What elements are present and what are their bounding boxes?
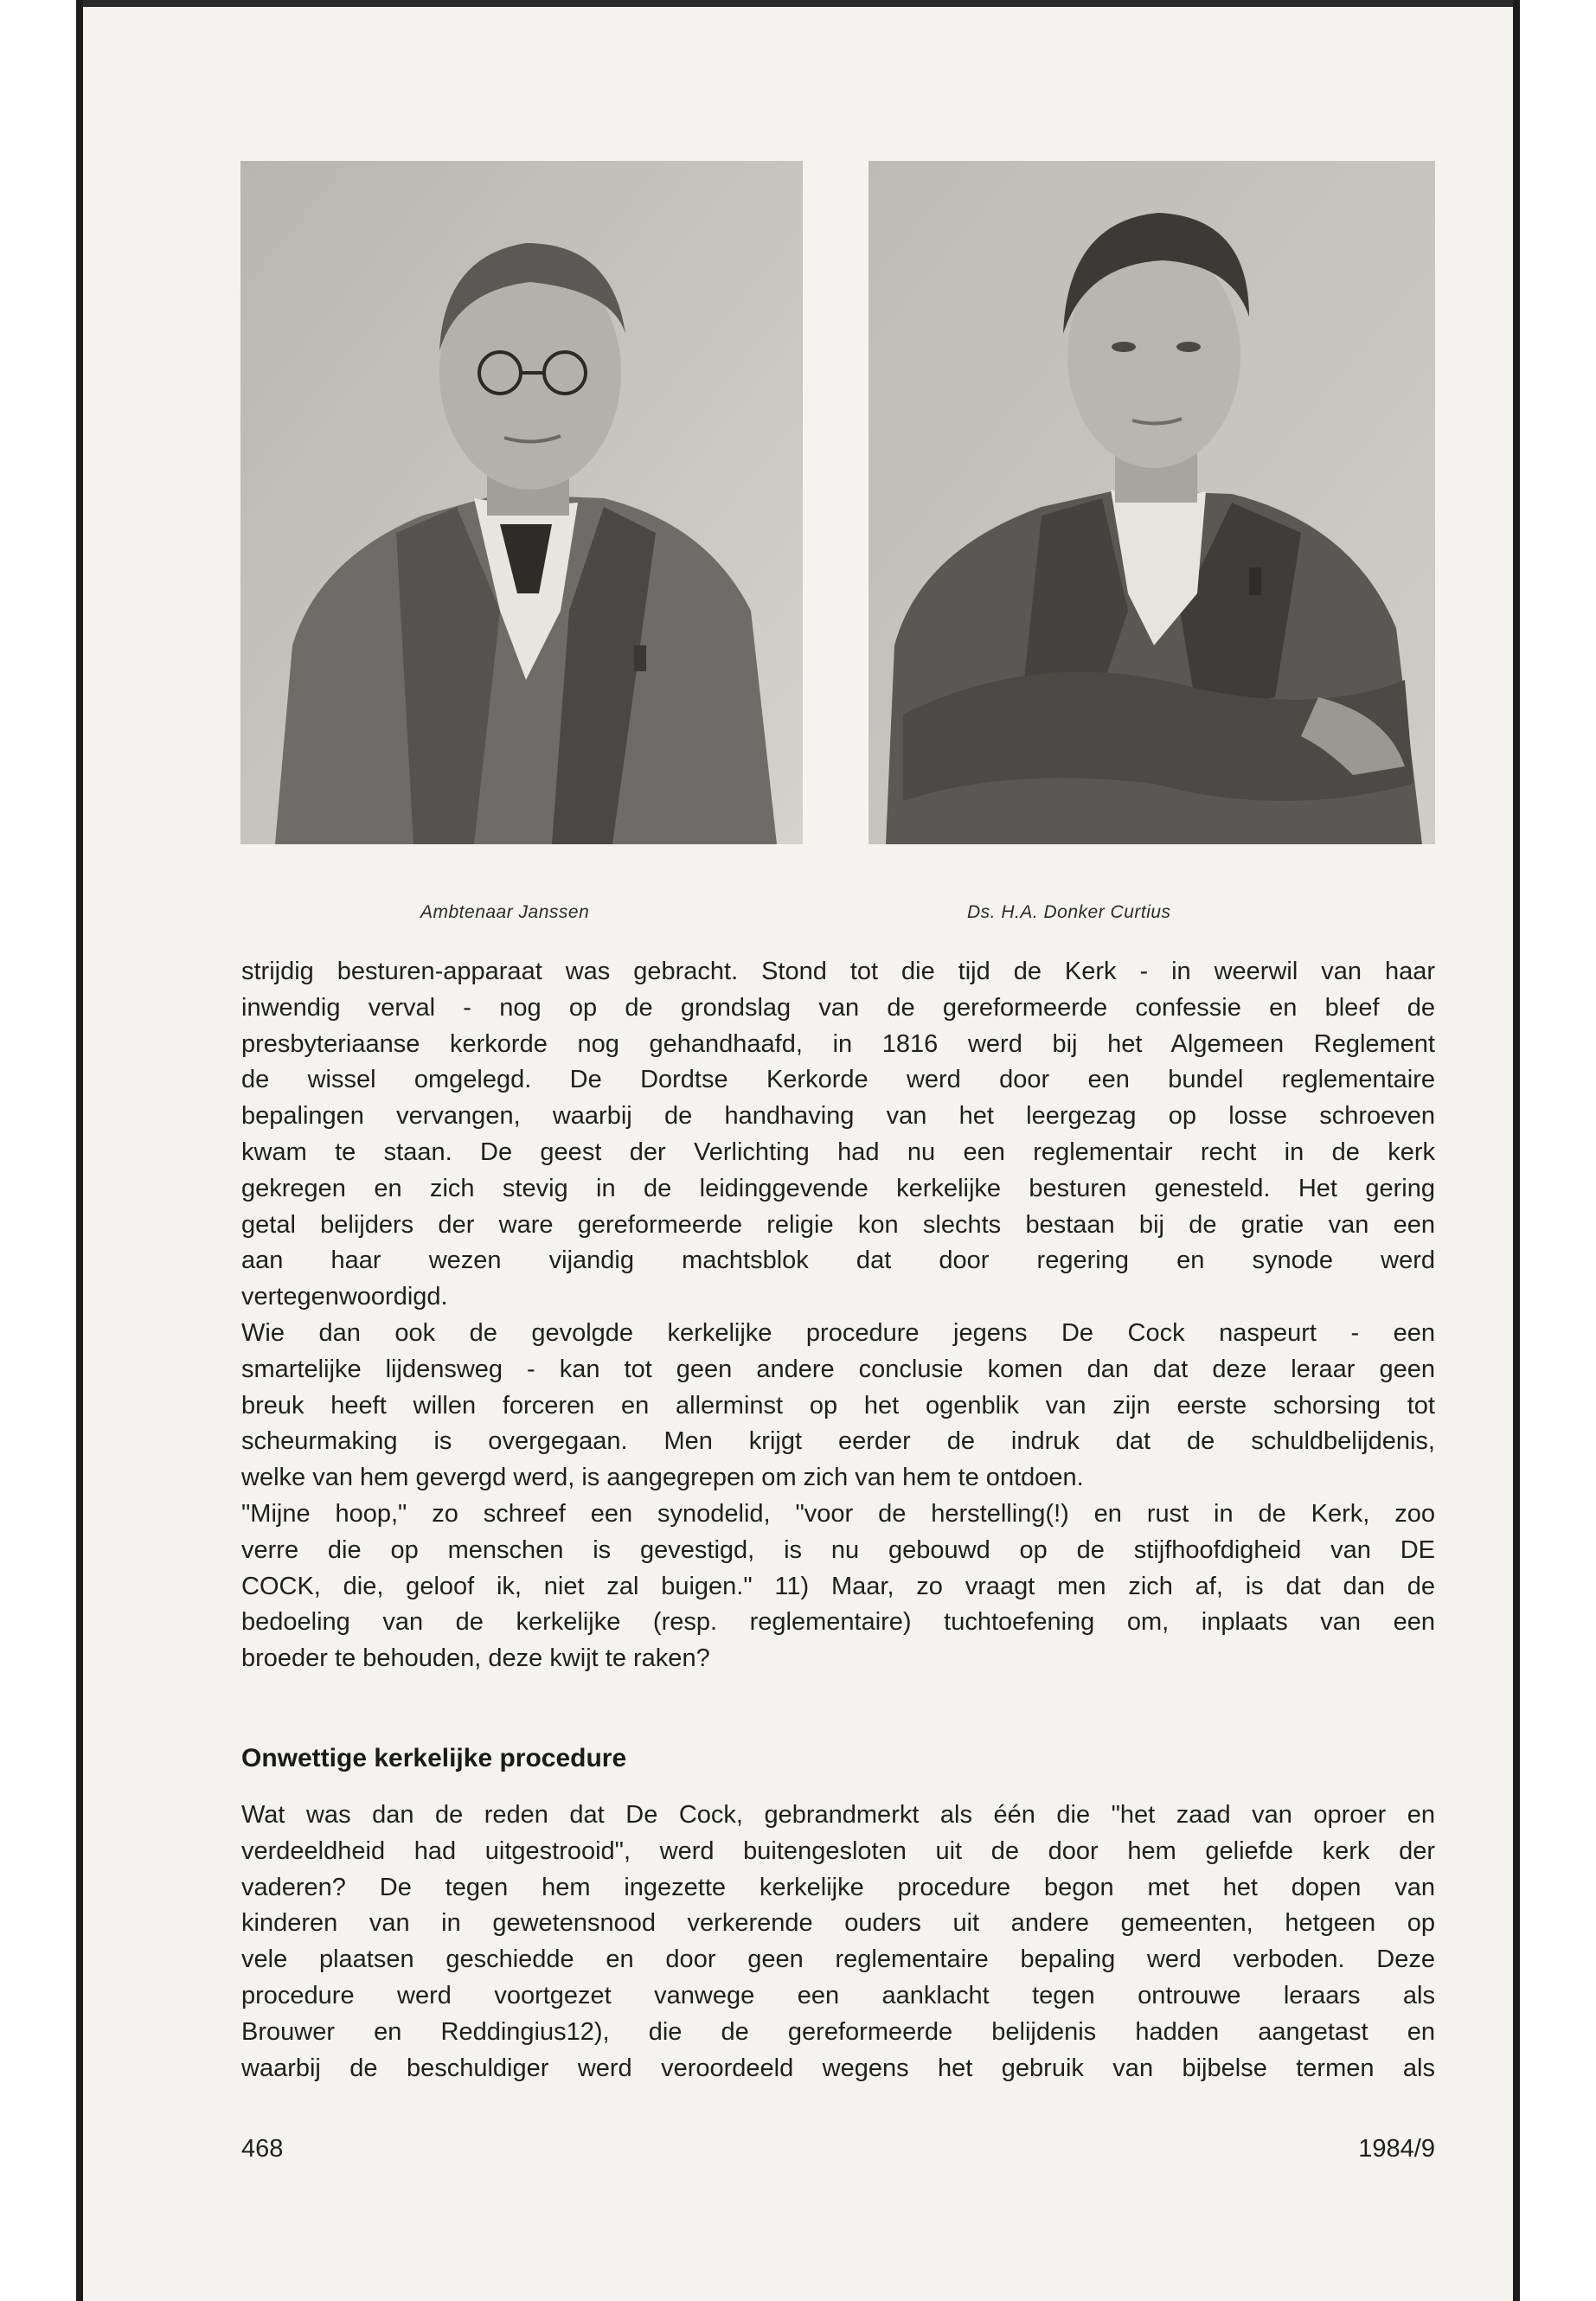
text-line: verre die op menschen is gevestigd, is nu gebouwd op de stijfhoofdigheid van DE xyxy=(241,1535,1435,1564)
text-line: kwam te staan. De geest der Verlichting had nu een reglementair recht in de kerk xyxy=(241,1138,1435,1166)
text-line: de wissel omgelegd. De Dordtse Kerkorde werd door een bundel reglementaire xyxy=(241,1066,1435,1094)
portrait-donker-curtius-image xyxy=(869,161,1435,844)
text-line: presbyteriaanse kerkorde nog gehandhaafd, in 1816 werd bij het Algemeen Reglement xyxy=(241,1029,1435,1058)
body-text-block xyxy=(241,954,1435,1677)
caption-janssen: Ambtenaar Janssen xyxy=(420,902,590,922)
text-line: procedure werd voortgezet vanwege een aanklacht tegen ontrouwe leraars als xyxy=(241,1981,1435,2009)
text-line: gekregen en zich stevig in de leidinggevende kerkelijke besturen genesteld. Het gering xyxy=(241,1174,1435,1202)
text-line: vertegenwoordigd. xyxy=(241,1283,448,1311)
text-line: strijdig besturen-apparaat was gebracht. Stond tot die tijd de Kerk - in weerwil van haar xyxy=(241,958,1435,985)
issue-number: 1984/9 xyxy=(1358,2135,1435,2163)
text-line: scheurmaking is overgegaan. Men krijgt eerder de indruk dat de schuldbelijdenis, xyxy=(241,1427,1435,1456)
section-heading: Onwettige kerkelijke procedure xyxy=(241,1744,627,1772)
text-line: verdeeldheid had uitgestrooid", werd buitengesloten uit de door hem geliefde kerk der xyxy=(241,1836,1435,1865)
text-line: inwendig verval - nog op de grondslag van de gereformeerde confessie en bleef de xyxy=(241,993,1435,1022)
portrait-donker-curtius xyxy=(869,161,1435,844)
text-line: breuk heeft willen forceren en allerminst op het ogenblik van zijn eerste schorsing tot xyxy=(241,1391,1435,1420)
text-line: Wie dan ook de gevolgde kerkelijke procedure jegens De Cock naspeurt - een xyxy=(241,1318,1435,1347)
scan-left-edge-line xyxy=(76,0,83,2301)
text-line: "Mijne hoop," zo schreef een synodelid, "voor de herstelling(!) en rust in de Kerk, zoo xyxy=(241,1499,1435,1528)
text-line: vele plaatsen geschiedde en door geen reglementaire bepaling werd verboden. Deze xyxy=(241,1945,1435,1974)
text-line: bepalingen vervangen, waarbij de handhaving van het leergezag op losse schroeven xyxy=(241,1102,1435,1131)
page-number: 468 xyxy=(241,2135,284,2163)
text-line: broeder te behouden, deze kwijt te raken? xyxy=(241,1644,710,1673)
portrait-janssen xyxy=(240,161,803,844)
text-line: welke van hem gevergd werd, is aangegrepen om zich van hem te ontdoen. xyxy=(241,1464,1084,1492)
text-line: kinderen van in gewetensnood verkerende ouders uit andere gemeenten, hetgeen op xyxy=(241,1909,1435,1938)
portrait-janssen-image xyxy=(240,161,803,844)
magazine-page xyxy=(83,7,1513,2301)
scan-left-margin xyxy=(0,0,83,2301)
caption-donker-curtius: Ds. H.A. Donker Curtius xyxy=(967,902,1171,922)
scan-top-edge-line xyxy=(83,0,1513,7)
text-line: vaderen? De tegen hem ingezette kerkelijke procedure begon met het dopen van xyxy=(241,1873,1435,1901)
text-line: getal belijders der ware gereformeerde religie kon slechts bestaan bij de gratie van een xyxy=(241,1210,1435,1239)
text-line: Brouwer en Reddingius12), die de gereformeerde belijdenis hadden aangetast en xyxy=(241,2017,1435,2046)
scan-right-edge-line xyxy=(1513,0,1520,2301)
text-line: Wat was dan de reden dat De Cock, gebrandmerkt als één die "het zaad van oproer en xyxy=(241,1801,1435,1829)
text-line: bedoeling van de kerkelijke (resp. reglementaire) tuchtoefening om, inplaats van een xyxy=(241,1608,1435,1637)
text-line: COCK, die, geloof ik, niet zal buigen." 11) Maar, zo vraagt men zich af, is dat dan de xyxy=(241,1572,1435,1600)
body-text-block-2 xyxy=(241,1798,1435,2086)
text-line: waarbij de beschuldiger werd veroordeeld wegens het gebruik van bijbelse termen als xyxy=(241,2054,1435,2082)
text-line: smartelijke lijdensweg - kan tot geen andere conclusie komen dan dat deze leraar geen xyxy=(241,1355,1435,1383)
scan-right-margin xyxy=(1513,0,1596,2301)
text-line: aan haar wezen vijandig machtsblok dat door regering en synode werd xyxy=(241,1247,1435,1275)
